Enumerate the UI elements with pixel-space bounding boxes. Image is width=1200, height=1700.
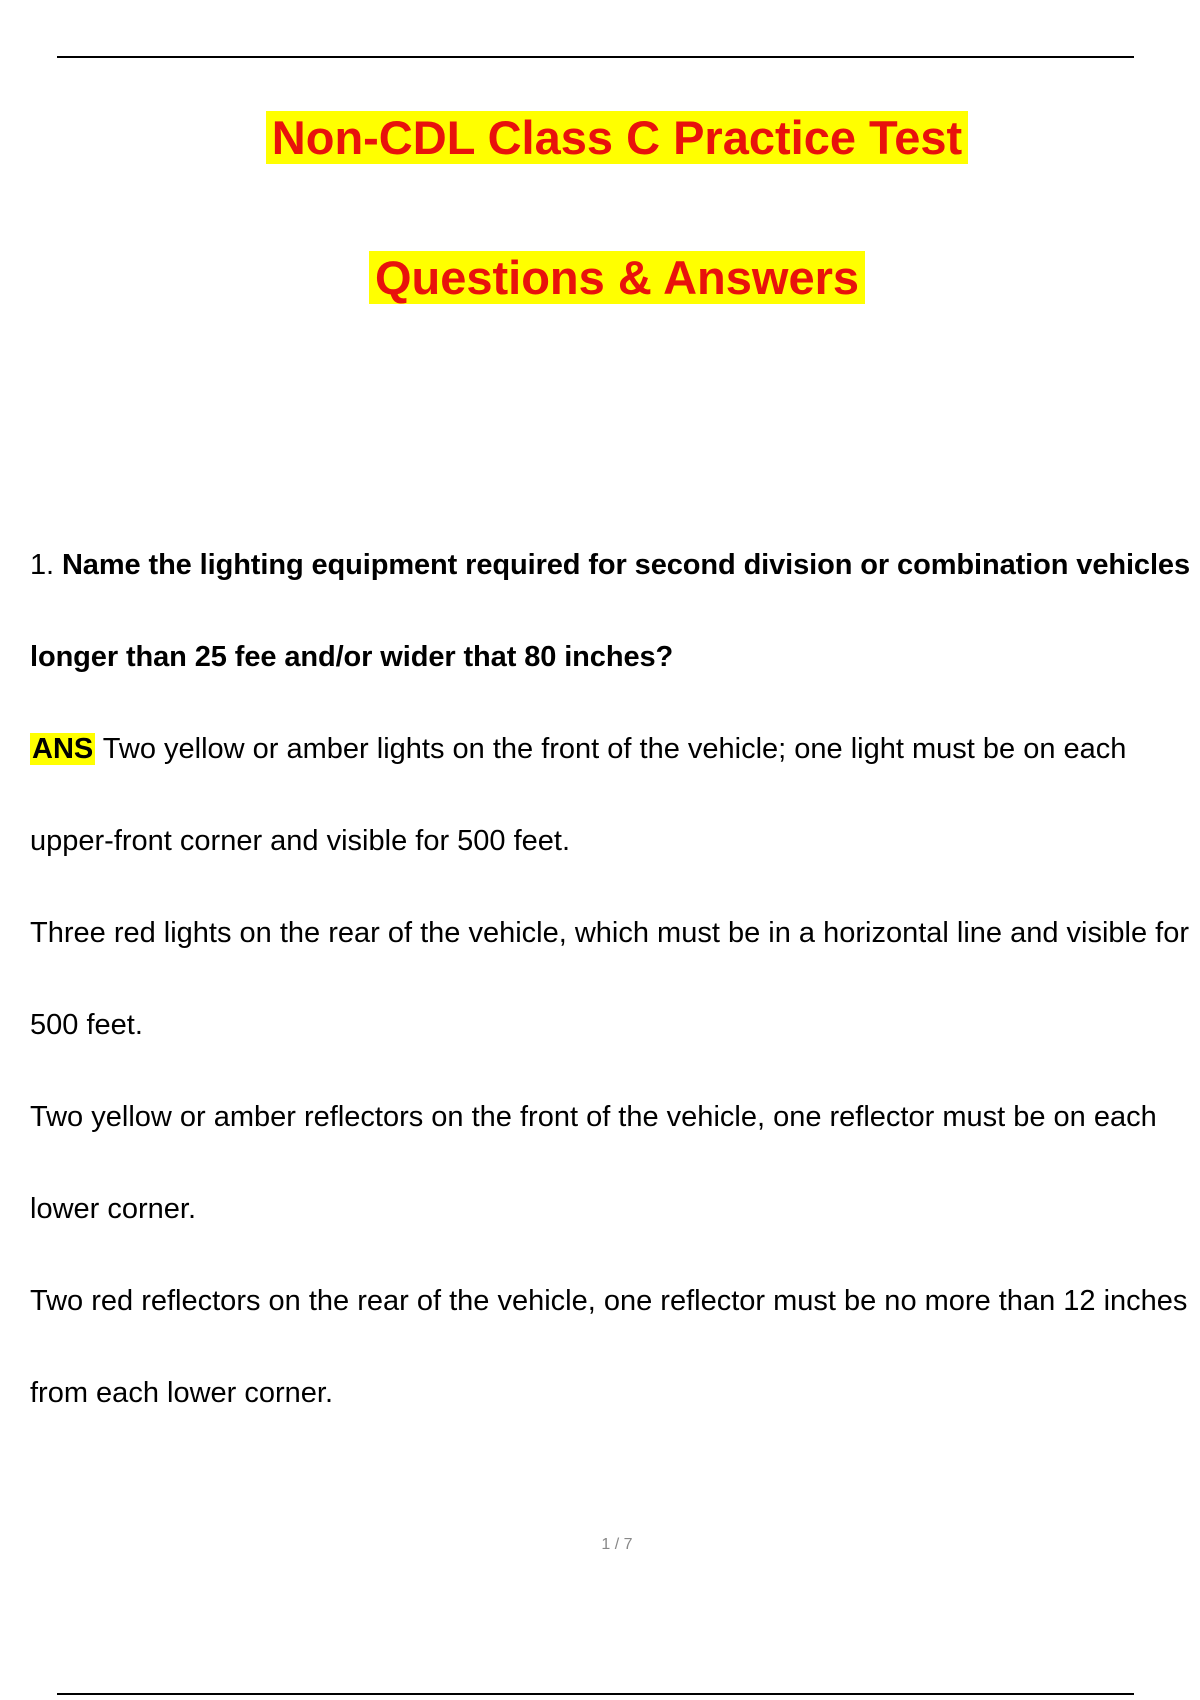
answer-paragraph-3	[30, 1071, 1200, 1255]
top-divider	[57, 56, 1134, 58]
answer-text-2: Three red lights on the rear of the vehicle, which must be in a horizontal line and visible for 500 feet.	[30, 917, 1190, 1041]
answer-paragraph-4	[30, 1255, 1200, 1439]
page-number: 1 / 7	[601, 1536, 633, 1553]
document-title	[0, 110, 1200, 166]
question-text: Name the lighting equipment required for second division or combination vehicles longer than 25 fee and/or wider that 80 inches?	[30, 549, 1190, 673]
answer-text-3: Two yellow or amber reflectors on the front of the vehicle, one reflector must be on each lower corner.	[30, 1101, 1157, 1225]
question-1	[30, 519, 1200, 703]
title-line-1: Non-CDL Class C Practice Test	[266, 111, 968, 164]
document-subtitle	[0, 250, 1200, 306]
question-number: 1.	[30, 549, 54, 581]
title-line-2: Questions & Answers	[369, 251, 865, 304]
answer-paragraph-1	[30, 703, 1200, 887]
bottom-divider	[57, 1693, 1134, 1695]
answer-text-1: Two yellow or amber lights on the front of the vehicle; one light must be on each upper-front corner and visible for 500 feet.	[30, 733, 1127, 857]
answer-label: ANS	[32, 733, 94, 765]
answer-text-4: Two red reflectors on the rear of the vehicle, one reflector must be no more than 12 inches from each lower corner.	[30, 1285, 1188, 1409]
answer-paragraph-2	[30, 887, 1200, 1071]
